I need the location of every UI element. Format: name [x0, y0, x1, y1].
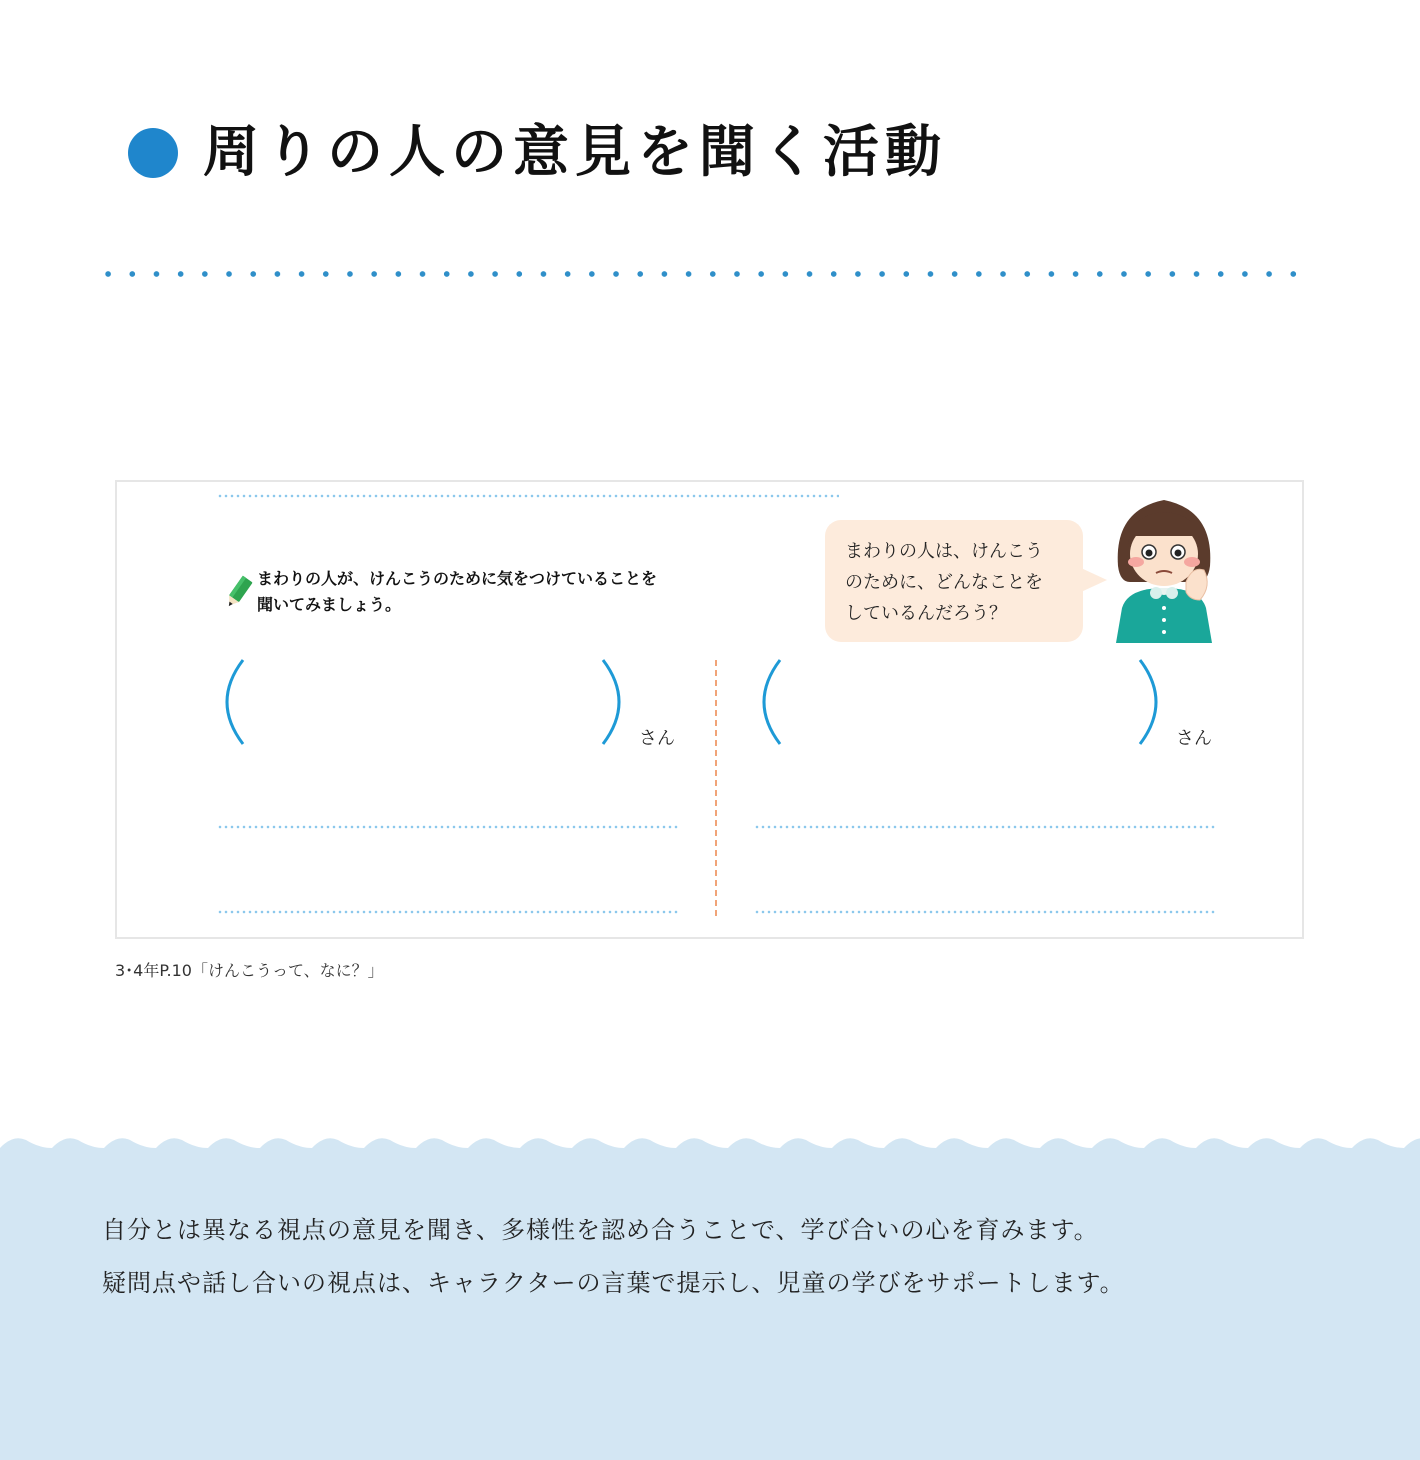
name-suffix-left: さん — [639, 728, 675, 749]
answer-line — [754, 825, 1216, 829]
top-dotted-line — [217, 494, 839, 498]
right-paren-open — [754, 658, 784, 746]
page-title: 周りの人の意見を聞く活動 — [203, 120, 947, 185]
blue-circle-icon — [128, 128, 178, 178]
dotted-divider — [96, 270, 1310, 278]
name-suffix-right: さん — [1176, 728, 1212, 749]
left-paren-open — [217, 658, 247, 746]
speech-bubble — [825, 520, 1083, 642]
girl-thinking-illustration — [1112, 496, 1216, 643]
answer-line — [217, 910, 679, 914]
description-text — [102, 1204, 1125, 1310]
worksheet-excerpt — [115, 480, 1304, 939]
answer-line — [754, 910, 1216, 914]
center-dashed-divider — [715, 660, 717, 916]
description-line: 疑問点や話し合いの視点は、キャラクターの言葉で提示し、児童の学びをサポートします。 — [102, 1269, 1125, 1297]
instruction-line: 聞いてみましょう。 — [257, 595, 402, 614]
answer-line — [217, 825, 679, 829]
description-line: 自分とは異なる視点の意見を聞き、多様性を認め合うことで、学び合いの心を育みます。 — [102, 1216, 1099, 1244]
speech-bubble-text: まわりの人は、けんこう のために、どんなことを しているんだろう？ — [845, 541, 1043, 624]
green-pencil-icon — [221, 574, 255, 612]
right-paren-close — [1136, 658, 1166, 746]
source-caption: 3･4年P.10「けんこうって、なに？」 — [115, 961, 384, 980]
left-paren-close — [599, 658, 629, 746]
instruction-line: まわりの人が、けんこうのために気をつけていることを — [257, 569, 658, 588]
instruction-text — [257, 566, 717, 618]
speech-bubble-tail — [1081, 568, 1107, 592]
